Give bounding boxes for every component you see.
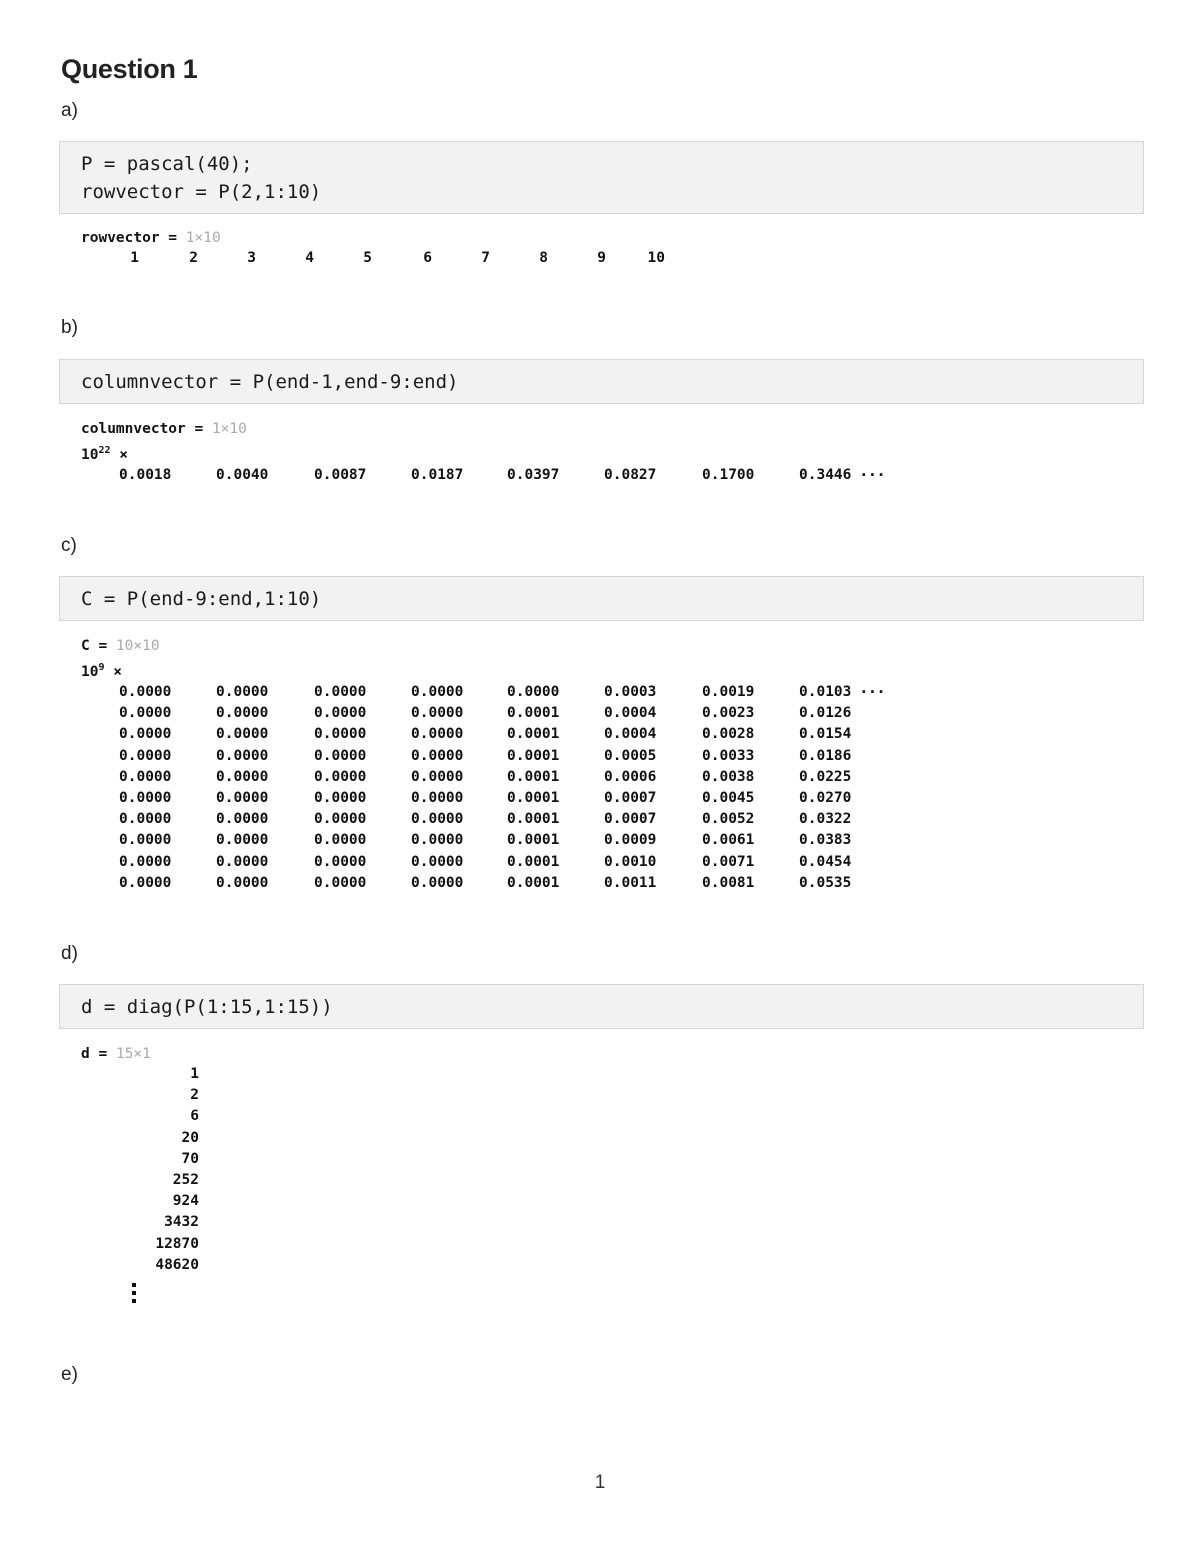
matrix-cell: 0.0000 — [411, 853, 464, 870]
matrix-cell: 0.0001 — [507, 811, 560, 828]
matrix-cell: 0.0154 — [799, 726, 852, 743]
matrix-cell: 0.0000 — [216, 705, 269, 722]
matrix-cell: 0.0000 — [314, 747, 367, 764]
vector-cell: 0.0397 — [507, 467, 560, 483]
output-b — [81, 419, 247, 461]
vector-cell: 12870 — [155, 1235, 199, 1252]
vertical-ellipsis-icon[interactable] — [131, 1283, 141, 1307]
equals: = — [159, 230, 186, 246]
matrix-cell: 0.0001 — [507, 768, 560, 785]
matrix-cell: 0.0004 — [604, 726, 657, 743]
matrix-cell: 0.0000 — [119, 705, 172, 722]
part-c-label: c) — [61, 535, 77, 556]
size-label: 1×10 — [211, 421, 247, 437]
scale-factor — [81, 440, 247, 461]
output-header — [81, 228, 221, 249]
matrix-cell: 0.0005 — [604, 747, 657, 764]
matrix-cell: 0.0023 — [702, 705, 755, 722]
matrix-cell: 0.0011 — [604, 874, 657, 891]
code-line: rowvector = P(2,1:10) — [81, 181, 322, 203]
matrix-cell: 0.0000 — [119, 684, 172, 700]
matrix-cell: 0.0000 — [411, 747, 464, 764]
vector-cell: 0.1700 — [702, 467, 755, 483]
var-name: C — [81, 638, 90, 654]
vector-cell: 10 — [647, 250, 665, 266]
output-header — [81, 419, 247, 440]
matrix-cell: 0.0000 — [411, 811, 464, 828]
matrix-cell: 0.0000 — [314, 726, 367, 743]
equals: = — [185, 421, 212, 437]
matrix-cell: 0.0000 — [216, 726, 269, 743]
matrix-cell: 0.0000 — [119, 811, 172, 828]
matrix-cell: 0.0000 — [314, 705, 367, 722]
output-header — [81, 636, 160, 657]
matrix-cell: 0.0052 — [702, 811, 755, 828]
matrix-cell: 0.0001 — [507, 726, 560, 743]
vector-cell: 7 — [481, 250, 490, 266]
scale-base: 10 — [81, 446, 99, 463]
matrix-cell: 0.0071 — [702, 853, 755, 870]
matrix-cell: 0.0225 — [799, 768, 852, 785]
matrix-cell: 0.0001 — [507, 705, 560, 722]
output-d — [81, 1044, 151, 1065]
matrix-cell: 0.0004 — [604, 705, 657, 722]
vector-cell: 4 — [305, 250, 314, 266]
output-header — [81, 1044, 151, 1065]
matrix-cell: 0.0000 — [216, 790, 269, 806]
output-a — [81, 228, 221, 249]
matrix-cell: 0.0000 — [314, 874, 367, 891]
matrix-cell: 0.0007 — [604, 811, 657, 828]
matrix-cell: 0.0000 — [314, 811, 367, 828]
vector-cell: 0.0087 — [314, 467, 367, 483]
matrix-cell: 0.0270 — [799, 790, 852, 806]
matrix-cell: 0.0000 — [216, 853, 269, 870]
size-label: 15×1 — [115, 1046, 151, 1062]
matrix-cell: 0.0000 — [411, 832, 464, 849]
code-block-a[interactable] — [59, 141, 1144, 214]
matrix-cell: 0.0033 — [702, 747, 755, 764]
code-line: columnvector = P(end-1,end-9:end) — [81, 371, 459, 393]
matrix-cell: 0.0061 — [702, 832, 755, 849]
vector-cell: 1 — [130, 250, 139, 266]
scale-exponent: 9 — [98, 662, 105, 673]
vector-cell: 3432 — [164, 1214, 199, 1231]
vector-cell: 8 — [539, 250, 548, 266]
part-b-label: b) — [61, 317, 78, 338]
matrix-cell: 0.0001 — [507, 874, 560, 891]
matrix-cell: 0.0000 — [119, 790, 172, 806]
matrix-cell: 0.0001 — [507, 853, 560, 870]
page-title: Question 1 — [61, 54, 198, 84]
vector-cell: 48620 — [155, 1256, 199, 1273]
matrix-cell: 0.0383 — [799, 832, 852, 849]
part-e-label: e) — [61, 1364, 78, 1385]
vector-cell: 70 — [181, 1150, 199, 1167]
vector-cell: 20 — [181, 1129, 199, 1146]
matrix-cell: 0.0009 — [604, 832, 657, 849]
matrix-cell: 0.0000 — [314, 853, 367, 870]
size-label: 10×10 — [115, 638, 160, 654]
matrix-cell: 0.0000 — [119, 832, 172, 849]
part-a-label: a) — [61, 100, 78, 121]
matrix-cell: 0.0019 — [702, 684, 755, 700]
matrix-cell: 0.0028 — [702, 726, 755, 743]
vector-cell: 6 — [423, 250, 432, 266]
matrix-cell: 0.0045 — [702, 790, 755, 806]
times-sign: × — [113, 663, 122, 680]
matrix-cell: 0.0001 — [507, 747, 560, 764]
output-c — [81, 636, 160, 678]
matrix-cell: 0.0000 — [119, 726, 172, 743]
ellipsis-icon[interactable]: ··· — [859, 682, 885, 701]
equals: = — [89, 638, 116, 654]
vector-cell: 0.0040 — [216, 467, 269, 483]
scale-exponent: 22 — [98, 445, 111, 456]
matrix-cell: 0.0000 — [216, 747, 269, 764]
matrix-cell: 0.0081 — [702, 874, 755, 891]
code-block-b[interactable] — [59, 359, 1144, 404]
vector-cell: 0.3446 — [799, 467, 852, 483]
part-d-label: d) — [61, 943, 78, 964]
vector-cell: 2 — [189, 250, 198, 266]
matrix-cell: 0.0000 — [411, 790, 464, 806]
matrix-cell: 0.0000 — [314, 768, 367, 785]
vector-cell: 5 — [363, 250, 372, 266]
matrix-cell: 0.0000 — [411, 684, 464, 700]
var-name: rowvector — [81, 230, 160, 246]
ellipsis-icon[interactable]: ··· — [859, 465, 885, 484]
matrix-cell: 0.0000 — [314, 684, 367, 700]
vector-cell: 252 — [172, 1172, 199, 1188]
code-line: P = pascal(40); — [81, 153, 253, 175]
matrix-cell: 0.0007 — [604, 790, 657, 806]
vector-cell: 0.0018 — [119, 467, 172, 483]
vector-cell: 9 — [597, 250, 606, 266]
page-number: 1 — [594, 1472, 606, 1493]
matrix-cell: 0.0000 — [119, 768, 172, 785]
vector-cell: 2 — [190, 1087, 199, 1104]
matrix-cell: 0.0001 — [507, 790, 560, 806]
matrix-cell: 0.0010 — [604, 853, 657, 870]
matrix-cell: 0.0000 — [411, 874, 464, 891]
scale-factor — [81, 657, 160, 678]
matrix-cell: 0.0000 — [119, 747, 172, 764]
vector-cell: 1 — [190, 1066, 199, 1082]
times-sign: × — [119, 446, 128, 463]
code-block-d[interactable] — [59, 984, 1144, 1029]
matrix-cell: 0.0126 — [799, 705, 852, 722]
code-block-c[interactable] — [59, 576, 1144, 621]
var-name: columnvector — [81, 421, 186, 437]
matrix-cell: 0.0003 — [604, 684, 657, 700]
code-line: d = diag(P(1:15,1:15)) — [81, 996, 333, 1018]
matrix-cell: 0.0186 — [799, 747, 852, 764]
matrix-cell: 0.0454 — [799, 853, 852, 870]
vector-cell: 0.0187 — [411, 467, 464, 483]
matrix-cell: 0.0000 — [119, 874, 172, 891]
matrix-cell: 0.0103 — [799, 684, 852, 700]
vector-cell: 6 — [190, 1108, 199, 1125]
matrix-cell: 0.0000 — [216, 874, 269, 891]
matrix-cell: 0.0000 — [216, 811, 269, 828]
matrix-cell: 0.0322 — [799, 811, 852, 828]
matrix-cell: 0.0000 — [119, 853, 172, 870]
matrix-cell: 0.0000 — [507, 684, 560, 700]
vector-cell: 3 — [247, 250, 256, 266]
matrix-cell: 0.0000 — [314, 832, 367, 849]
matrix-cell: 0.0000 — [411, 768, 464, 785]
var-name: d — [81, 1046, 90, 1062]
matrix-cell: 0.0535 — [799, 874, 852, 891]
matrix-cell: 0.0000 — [314, 790, 367, 806]
scale-base: 10 — [81, 663, 99, 680]
code-line: C = P(end-9:end,1:10) — [81, 588, 322, 610]
vector-cell: 0.0827 — [604, 467, 657, 483]
equals: = — [89, 1046, 116, 1062]
matrix-cell: 0.0038 — [702, 768, 755, 785]
matrix-cell: 0.0000 — [216, 768, 269, 785]
size-label: 1×10 — [185, 230, 221, 246]
matrix-cell: 0.0001 — [507, 832, 560, 849]
matrix-cell: 0.0000 — [216, 684, 269, 700]
matrix-cell: 0.0000 — [411, 726, 464, 743]
matrix-cell: 0.0000 — [216, 832, 269, 849]
vector-cell: 924 — [172, 1193, 199, 1210]
matrix-cell: 0.0006 — [604, 768, 657, 785]
matrix-cell: 0.0000 — [411, 705, 464, 722]
